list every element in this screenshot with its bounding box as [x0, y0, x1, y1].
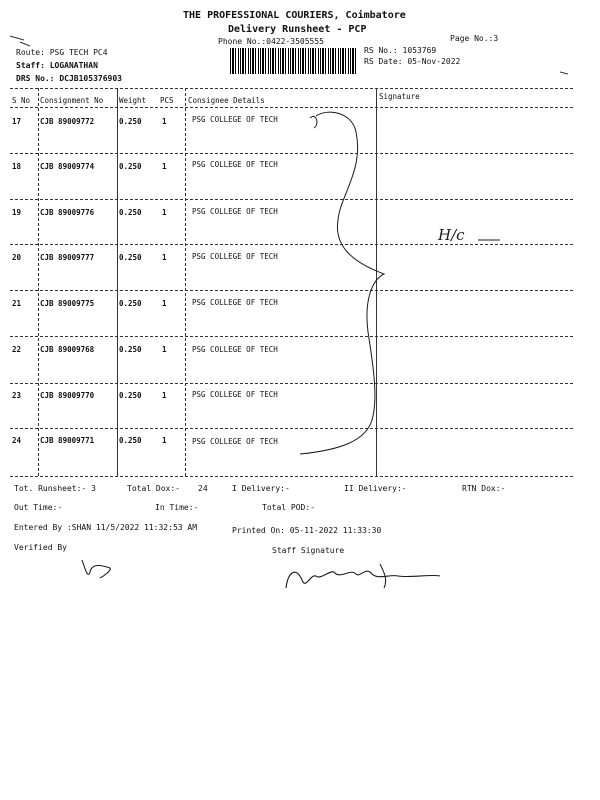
- entered-by: Entered By :SHAN 11/5/2022 11:32:53 AM: [14, 523, 198, 532]
- total-runsheet: Tot. Runsheet:- 3: [14, 484, 96, 493]
- row-consignment: CJB 89009775: [40, 299, 95, 308]
- total-dox-label: Total Dox:-: [127, 484, 180, 493]
- row-pcs: 1: [162, 391, 167, 400]
- row-sno: 18: [12, 162, 22, 171]
- page-number: Page No.:3: [450, 34, 499, 43]
- row-pcs: 1: [162, 253, 167, 262]
- row-pcs: 1: [162, 162, 167, 171]
- row-weight: 0.250: [119, 117, 142, 126]
- row-pcs: 1: [162, 345, 167, 354]
- row-sno: 23: [12, 391, 22, 400]
- in-time: In Time:-: [155, 503, 199, 512]
- row-consignment: CJB 89009770: [40, 391, 95, 400]
- verified-by-label: Verified By: [14, 543, 67, 552]
- row-consignee: PSG COLLEGE OF TECH: [192, 437, 278, 446]
- staff-name: Staff: LOGANATHAN: [16, 61, 98, 70]
- col-header-sno: S No: [12, 96, 31, 105]
- rs-number: RS No.: 1053769: [364, 46, 437, 55]
- row-sno: 17: [12, 117, 22, 126]
- total-pod: Total POD:-: [262, 503, 315, 512]
- row-consignee: PSG COLLEGE OF TECH: [192, 160, 278, 169]
- row-pcs: 1: [162, 208, 167, 217]
- row-sno: 24: [12, 436, 22, 445]
- row-consignment: CJB 89009776: [40, 208, 95, 217]
- row-consignee: PSG COLLEGE OF TECH: [192, 207, 278, 216]
- row-sno: 22: [12, 345, 22, 354]
- col-header-weight: Weight: [119, 96, 147, 105]
- handwritten-mark: H/c: [438, 226, 465, 244]
- phone-number: Phone No.:0422-3505555: [218, 37, 324, 46]
- row-pcs: 1: [162, 299, 167, 308]
- row-consignee: PSG COLLEGE OF TECH: [192, 390, 278, 399]
- row-sno: 21: [12, 299, 22, 308]
- ii-delivery: II Delivery:-: [344, 484, 407, 493]
- total-dox-value: 24: [198, 484, 208, 493]
- row-weight: 0.250: [119, 345, 142, 354]
- row-consignment: CJB 89009774: [40, 162, 95, 171]
- row-pcs: 1: [162, 436, 167, 445]
- row-pcs: 1: [162, 117, 167, 126]
- drs-number: DRS No.: DCJB105376903: [16, 74, 122, 83]
- row-weight: 0.250: [119, 436, 142, 445]
- staff-signature-label: Staff Signature: [272, 546, 345, 555]
- company-name: THE PROFESSIONAL COURIERS, Coimbatore: [183, 10, 406, 21]
- col-header-consignment: Consignment No: [40, 96, 104, 105]
- document-title: Delivery Runsheet - PCP: [228, 24, 367, 35]
- row-consignment: CJB 89009777: [40, 253, 95, 262]
- printed-on: Printed On: 05-11-2022 11:33:30: [232, 526, 382, 535]
- row-weight: 0.250: [119, 253, 142, 262]
- row-consignment: CJB 89009771: [40, 436, 95, 445]
- row-consignment: CJB 89009768: [40, 345, 95, 354]
- row-sno: 20: [12, 253, 22, 262]
- col-header-pcs: PCS: [160, 96, 174, 105]
- row-weight: 0.250: [119, 299, 142, 308]
- row-consignee: PSG COLLEGE OF TECH: [192, 252, 278, 261]
- row-weight: 0.250: [119, 391, 142, 400]
- rtn-dox: RTN Dox:-: [462, 484, 506, 493]
- col-header-consignee: Consignee Details: [188, 96, 265, 105]
- row-sno: 19: [12, 208, 22, 217]
- i-delivery: I Delivery:-: [232, 484, 290, 493]
- row-weight: 0.250: [119, 208, 142, 217]
- row-consignee: PSG COLLEGE OF TECH: [192, 345, 278, 354]
- route: Route: PSG TECH PC4: [16, 48, 108, 57]
- col-header-signature: Signature: [379, 92, 420, 101]
- rs-date: RS Date: 05-Nov-2022: [364, 57, 461, 66]
- row-consignment: CJB 89009772: [40, 117, 95, 126]
- row-weight: 0.250: [119, 162, 142, 171]
- out-time: Out Time:-: [14, 503, 63, 512]
- row-consignee: PSG COLLEGE OF TECH: [192, 115, 278, 124]
- row-consignee: PSG COLLEGE OF TECH: [192, 298, 278, 307]
